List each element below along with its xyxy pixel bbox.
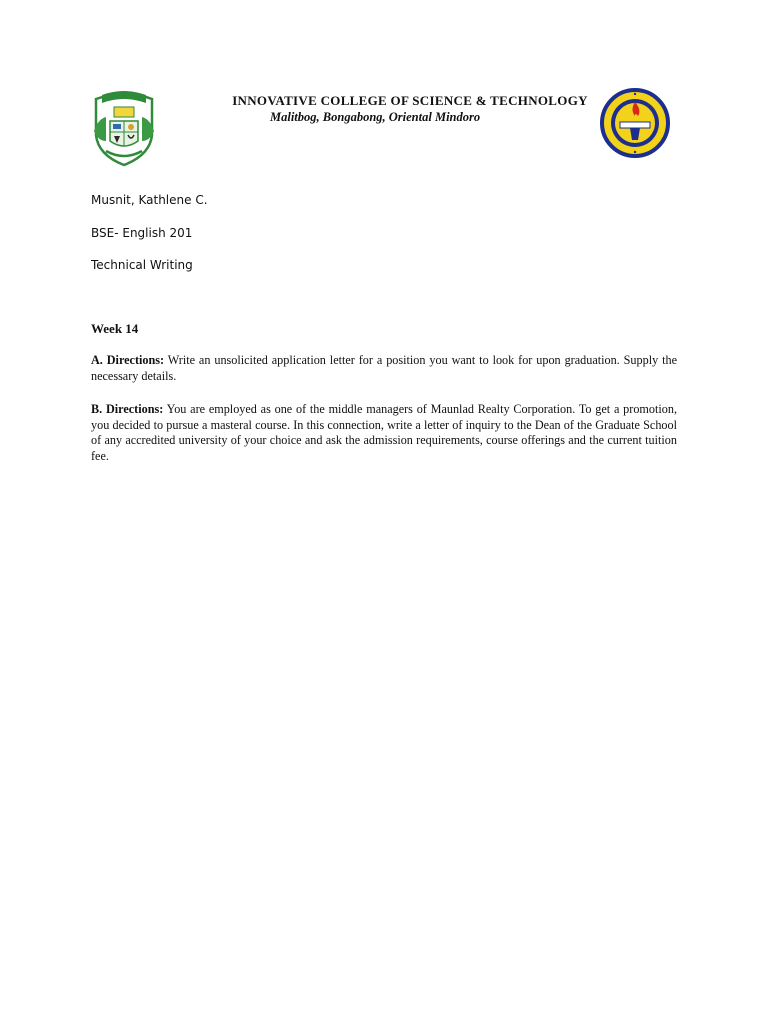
direction-a	[91, 353, 677, 384]
direction-a-text: Write an unsolicited application letter for a position you want to look for upon graduation. Supply the necessary details.	[91, 353, 677, 383]
college-seal-right-icon	[600, 88, 670, 158]
direction-b-label: B. Directions:	[91, 402, 164, 416]
direction-b	[91, 402, 677, 464]
student-course: BSE- English 201	[91, 226, 193, 240]
student-name: Musnit, Kathlene C.	[91, 193, 208, 207]
school-address: Malitbog, Bongabong, Oriental Mindoro	[270, 110, 481, 124]
school-name: INNOVATIVE COLLEGE OF SCIENCE & TECHNOLOGY	[232, 93, 588, 108]
college-seal-left-icon	[92, 91, 156, 167]
week-heading: Week 14	[91, 321, 139, 336]
subject-title: Technical Writing	[91, 258, 193, 272]
direction-b-text: You are employed as one of the middle managers of Maunlad Realty Corporation. To get a promotion, you decided to pursue a masteral course. In this connection, write a letter of inquiry to the Dean of the Graduate School of any accredited university of your choice and ask the admission requirements, course offerings and the current tuition fee.	[91, 402, 677, 463]
direction-a-label: A. Directions:	[91, 353, 165, 367]
